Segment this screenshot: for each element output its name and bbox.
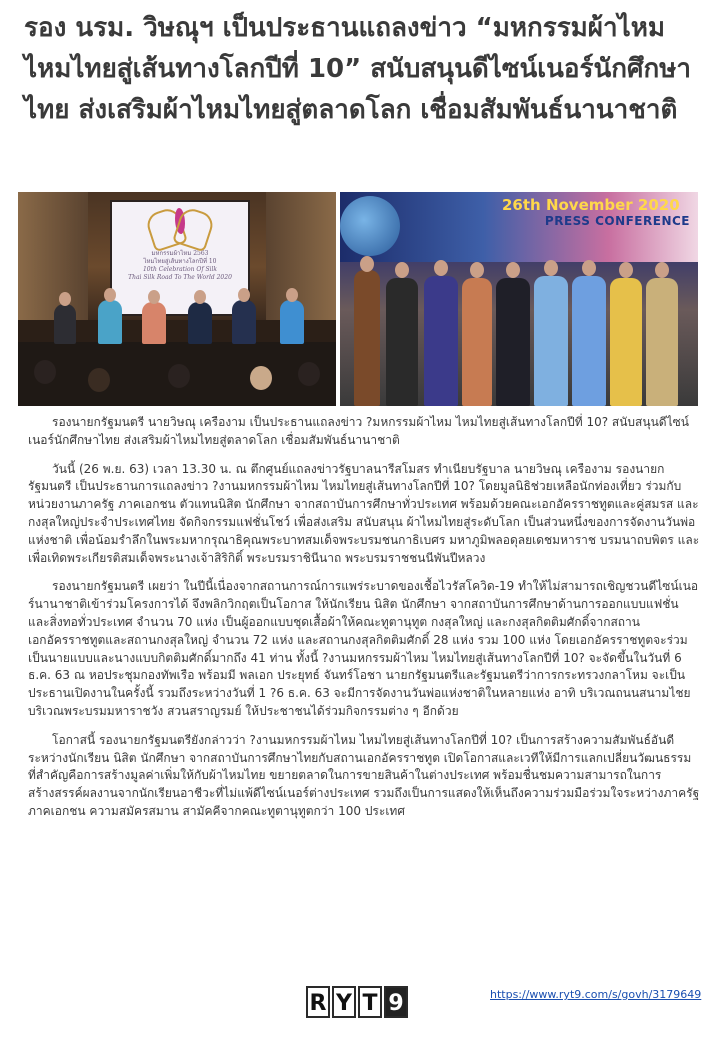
- backdrop-title: PRESS CONFERENCE: [544, 214, 690, 228]
- attendee-head: [655, 262, 669, 278]
- logo-letter: T: [358, 986, 382, 1018]
- panelist-head: [59, 292, 71, 306]
- source-link[interactable]: https://www.ryt9.com/s/govh/3179649: [490, 988, 702, 1001]
- news-photos: [18, 192, 698, 406]
- panelist: [142, 302, 166, 344]
- panelist: [98, 300, 122, 344]
- attendee-head: [619, 262, 633, 278]
- screen-line: 10th Celebration Of Silk: [142, 266, 218, 273]
- panelist: [54, 304, 76, 344]
- attendee-head: [582, 260, 596, 276]
- audience-head: [250, 366, 272, 390]
- attendee: [386, 278, 418, 406]
- panelist: [188, 302, 212, 344]
- silk-hands-logo-icon: [145, 206, 215, 246]
- panelist-head: [238, 288, 250, 302]
- screen-line: มหกรรมผ้าไหม 2563: [151, 250, 209, 257]
- attendee: [610, 278, 642, 406]
- audience-head: [88, 368, 110, 392]
- attendee-head: [506, 262, 520, 278]
- panelist-head: [194, 290, 206, 304]
- panelist: [232, 300, 256, 344]
- attendee-head: [544, 260, 558, 276]
- ryt9-logo: [306, 986, 408, 1018]
- audience-head: [168, 364, 190, 388]
- attendee: [354, 270, 380, 406]
- panelist: [280, 300, 304, 344]
- attendee-head: [434, 260, 448, 276]
- screen-line: ไหมไทยสู่เส้นทางโลกปีที่ 10: [143, 258, 217, 265]
- audience-head: [298, 362, 320, 386]
- article-paragraph: รองนายกรัฐมนตรี นายวิษณุ เครืองาม เป็นประธานแถลงข่าว ?มหกรรมผ้าไหม ไหมไทยสู่เส้นทางโลกปีที่ 10? สนับสนุนดีไซน์เนอร์นักศึกษาไทย ส่งเสริมผ้าไหมไทยสู่ตลาดโลก เชื่อมสัมพันธ์นานาชาติ: [28, 415, 689, 447]
- audience-head: [34, 360, 56, 384]
- projection-screen: [110, 200, 250, 316]
- attendee-head: [360, 256, 374, 272]
- stage-curtain-left: [18, 192, 88, 332]
- article-paragraph: วันนี้ (26 พ.ย. 63) เวลา 13.30 น. ณ ตึกศูนย์แถลงข่าวรัฐบาลนารีสโมสร ทำเนียบรัฐบาล นายวิษณุ เครืองาม รองนายกรัฐมนตรี เป็นประธานการแถลงข่าว ?งานมหกรรมผ้าไหม ไหมไทยสู่เส้นทางโลกปีที่ 10? โดยมูลนิธิช่วยเหลือนักท่องเที่ยว ร่วมกับหน่วยงานภาครัฐ ภาคเอกชน ตัวแทนนิสิต นักศึกษา จากสถาบันการศึกษาทั่วประเทศ พร้อมด้วยคณะเอกอัครราชทูตและคู่สมรส และกงสุลใหญ่ประจำประเทศไทย จัดกิจกรรมแฟชั่นโชว์ เพื่อส่งเสริม สนับสนุน ผ้าไหมไทยสู่ระดับโลก เป็นส่วนหนึ่งของการจัดงานวันพ่อแห่งชาติ เพื่อน้อมรำลึกในพระมหากรุณาธิคุณพระบาทสมเด็จพระบรมชนกาธิเบศร มหาภูมิพลอดุลยเดชมหาราช บรมนาถบพิตร และเพื่อเทิดพระเกียรติสมเด็จพระนางเจ้าสิริกิติ์ พระบรมราชินีนาถ พระบรมราชชนนีพันปีหลวง: [28, 461, 700, 565]
- attendee-head: [395, 262, 409, 278]
- attendee: [496, 278, 530, 406]
- attendee: [572, 276, 606, 406]
- headline: รอง นรม. วิษณุฯ เป็นประธานแถลงข่าว “มหกรรมผ้าไหมไหมไทยสู่เส้นทางโลกปีที่ 10” สนับสนุนดีไซน์เนอร์นักศึกษาไทย ส่งเสริมผ้าไหมไทยสู่ตลาดโลก เชื่อมสัมพันธ์นานาชาติ: [24, 13, 691, 125]
- attendee: [646, 278, 678, 406]
- logo-letter: 9: [384, 986, 408, 1018]
- article-body: [28, 414, 700, 832]
- backdrop-date: 26th November 2020: [502, 196, 680, 214]
- event-backdrop: [340, 192, 698, 262]
- logo-letter: Y: [332, 986, 356, 1018]
- attendee-head: [470, 262, 484, 278]
- globe-icon: [340, 196, 400, 256]
- article-paragraph: โอกาสนี้ รองนายกรัฐมนตรียังกล่าวว่า ?งานมหกรรมผ้าไหม ไหมไทยสู่เส้นทางโลกปีที่ 10? เป็นการสร้างความสัมพันธ์อันดีระหว่างนักเรียน นิสิต นักศึกษา จากสถาบันการศึกษาไทยกับสถานเอกอัครราชทูต เปิดโอกาสและเวทีให้มีการแลกเปลี่ยนวัฒนธรรม ที่สำคัญคือการสร้างมูลค่าเพิ่มให้กับผ้าไหมไทย ขยายตลาดในการขายสินค้าในต่างประเทศ พร้อมชื่นชมความสามารถในการสร้างสรรค์ผลงานจากนักเรียนอาชีวะที่ไม่แพ้ดีไซน์เนอร์ต่างประเทศ รวมถึงเป็นการแสดงให้เห็นถึงความร่วมมือร่วมใจระหว่างภาครัฐ ภาคเอกชน ความสมัครสมาน สามัคคีจากคณะทูตานุทูตกว่า 100 ประเทศ: [28, 732, 700, 818]
- screen-line: Thai Silk Road To The World 2020: [128, 274, 232, 281]
- attendee: [424, 276, 458, 406]
- attendee: [462, 278, 492, 406]
- attendee: [534, 276, 568, 406]
- photo-group-standing: [340, 192, 698, 406]
- panelist-head: [286, 288, 298, 302]
- article-paragraph: รองนายกรัฐมนตรี เผยว่า ในปีนี้เนื่องจากสถานการณ์การแพร่ระบาดของเชื้อไวรัสโควิด-19 ทำให้ไม่สามารถเชิญชวนดีไซน์เนอร์นานาชาติเข้าร่วมโครงการได้ จึงพลิกวิกฤตเป็นโอกาส ให้นักเรียน นิสิต นักศึกษา จากสถาบันการศึกษาด้านการออกแบบแฟชั่นและสิ่งทอทั่วประเทศ จำนวน 70 แห่ง เป็นผู้ออกแบบชุดเสื้อผ้าให้คณะทูตานุทูต กงสุลใหญ่ และกงสุลกิตติมศักดิ์จากสถานเอกอัครราชทูตและสถานกงสุลใหญ่ จำนวน 72 แห่ง และสถานกงสุลกิตติมศักดิ์ 28 แห่ง รวม 100 แห่ง โดยเอกอัครราชทูตจะร่วมเป็นนายแบบและนางแบบกิตติมศักดิ์มากถึง 41 ท่าน ทั้งนี้ ?งานมหกรรมผ้าไหม ไหมไทยสู่เส้นทางโลกปีที่ 10? จะจัดขึ้นในวันที่ 6 ธ.ค. 63 ณ หอประชุมกองทัพเรือ พร้อมมี พลเอก ประยุทธ์ จันทร์โอชา นายกรัฐมนตรีและรัฐมนตรีว่าการกระทรวงกลาโหม จะเป็นประธานเปิดงานในครั้งนี้ รวมถึงระหว่างวันที่ 1 ?6 ธ.ค. 63 จะมีการจัดงานวันพ่อแห่งชาติในหลายแห่ง อาทิ บริเวณถนนสนามไชย บริเวณพระบรมมหาราชวัง สวนสราญรมย์ ให้ประชาชนได้ร่วมกิจกรรมต่าง ๆ อีกด้วย: [28, 579, 699, 718]
- photo-press-conference-stage: [18, 192, 336, 406]
- panelist-head: [148, 290, 160, 304]
- panelist-head: [104, 288, 116, 302]
- logo-letter: R: [306, 986, 330, 1018]
